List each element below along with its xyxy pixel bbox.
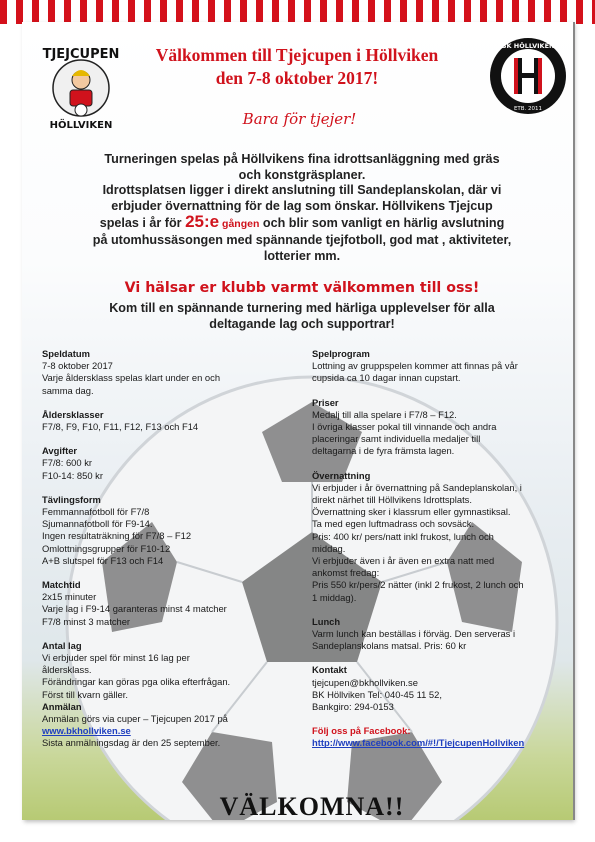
logo-left-bottom-text: HÖLLVIKEN — [49, 120, 113, 131]
section-line: 7-8 oktober 2017 — [42, 360, 113, 372]
section-aldersklasser — [42, 409, 287, 433]
title-line-2: den 7-8 oktober 2017! — [215, 68, 379, 88]
intro-line: på utomhussäsongen med spännande tjejfotboll, god mat , aktiviteter, — [92, 232, 512, 247]
section-line: ankomst fredag: — [312, 567, 380, 579]
section-line: 2x15 minuter — [42, 591, 97, 603]
welcome-headline: Vi hälsar er klubb varmt välkommen till oss! — [124, 280, 480, 296]
intro-text: spelas i år för — [99, 216, 186, 231]
intro-line: lotterier mm. — [263, 248, 341, 263]
section-tavlingsform — [42, 494, 287, 567]
section-line: Omlottningsgrupper för F10-12 — [42, 542, 171, 554]
section-speldatum — [42, 348, 287, 397]
section-heading: Kontakt — [312, 664, 347, 676]
anniversary-word: gången — [219, 218, 260, 231]
section-line: åldersklass. — [42, 664, 92, 676]
anniversary-number: 25:e — [185, 212, 220, 232]
section-antal-lag — [42, 640, 287, 701]
section-line: Femmannafotboll för F7/8 — [42, 506, 150, 518]
subtitle: Bara för tjejer! — [242, 110, 357, 128]
bk-hollviken-crest — [488, 36, 568, 116]
intro-line-anniversary — [72, 214, 532, 233]
section-line: F10-14: 850 kr — [42, 469, 103, 481]
page-title — [122, 44, 472, 90]
section-priser — [312, 397, 557, 458]
section-spelprogram — [312, 348, 557, 385]
section-heading: Spelprogram — [312, 348, 370, 359]
section-line: A+B slutspel för F13 och F14 — [42, 554, 164, 566]
section-heading: Lunch — [312, 615, 341, 627]
section-heading: Övernattning — [312, 469, 371, 481]
contact-email: tjejcupen@bkhollviken.se — [312, 676, 418, 688]
welcome-footer: VÄLKOMNA!! — [219, 792, 405, 820]
facebook-link[interactable]: http://www.facebook.com/#!/TjejcupenHollviken — [312, 737, 525, 749]
title-line-1: Välkommen till Tjejcupen i Höllviken — [155, 45, 439, 65]
section-matchtid — [42, 579, 287, 628]
section-line: Övernattning sker i klassrum eller gymnastiksal. — [312, 506, 511, 518]
section-line: F7/8, F9, F10, F11, F12, F13 och F14 — [42, 421, 199, 433]
intro-line: Idrottsplatsen ligger i direkt anslutning till Sandeplanskolan, där vi — [102, 183, 502, 198]
intro-paragraph — [72, 152, 532, 264]
intro-line: Turneringen spelas på Höllvikens fina idrottsanläggning med gräs — [104, 152, 500, 166]
section-line: samma dag. — [42, 384, 94, 396]
contact-phone: BK Höllviken Tel: 040-45 11 52, — [312, 688, 442, 700]
section-line: Vi erbjuder även i år även en extra natt med — [312, 555, 495, 567]
section-heading: Matchtid — [42, 579, 81, 591]
section-line — [42, 725, 287, 737]
section-line: Sjumannafotboll för F9-14. — [42, 518, 153, 530]
intro-line: erbjuder övernattning för de lag som önskar. Höllvikens Tjejcup — [111, 198, 493, 213]
section-line: Först till kvarn gäller. — [42, 688, 128, 700]
tjejcupen-logo — [26, 36, 136, 131]
intro-line: och konstgräsplaner. — [238, 167, 366, 182]
section-heading: Antal lag — [42, 639, 82, 651]
info-column-right — [312, 348, 557, 762]
section-line: Pris: 400 kr/ pers/natt inkl frukost, lunch och — [312, 530, 494, 542]
section-line: F7/8 minst 3 matcher — [42, 615, 131, 627]
section-heading: Anmälan — [42, 700, 82, 712]
section-kontakt — [312, 664, 557, 713]
section-line: Sandeplanskolans matsal. Pris: 60 kr — [312, 640, 467, 652]
section-facebook — [312, 725, 557, 749]
section-overnattning — [312, 470, 557, 604]
section-avgifter — [42, 445, 287, 482]
section-line: I övriga klasser pokal till vinnande och andra — [312, 421, 497, 433]
section-lunch — [312, 616, 557, 653]
section-line: Sista anmälningsdag är den 25 september. — [42, 737, 221, 749]
section-line: Pris 550 kr/pers/2 nätter (inkl 2 frukost, 2 lunch och — [312, 579, 524, 591]
section-heading: Tävlingsform — [42, 493, 101, 505]
welcome-line: Kom till en spännande turnering med härliga upplevelser för alla — [109, 301, 495, 315]
section-line: F7/8: 600 kr — [42, 457, 93, 469]
section-line: Förändringar kan göras pga olika efterfrågan. — [42, 676, 231, 688]
section-line: cupsida ca 10 dagar innan cupstart. — [312, 372, 461, 384]
section-heading: Avgifter — [42, 445, 78, 457]
section-line: Varje åldersklass spelas klart under en och — [42, 372, 221, 384]
section-line: deltagarna i de fyra främsta lagen. — [312, 445, 455, 457]
section-line: direkt närhet till Höllvikens Idrottsplats. — [312, 494, 472, 506]
info-column-left — [42, 348, 287, 762]
section-heading: Speldatum — [42, 348, 90, 359]
facebook-heading: Följ oss på Facebook: — [312, 725, 411, 737]
section-line: Varm lunch kan beställas i förväg. Den serveras i — [312, 628, 516, 640]
section-line: middag. — [312, 542, 346, 554]
section-line: placeringar samt individuella medaljer till — [312, 433, 481, 445]
top-stripe-border — [0, 0, 595, 24]
welcome-text — [62, 300, 542, 332]
section-line: Ta med egen luftmadrass och sovsäck. — [312, 518, 475, 530]
section-line: Anmälan görs via cuper – Tjejcupen 2017 på — [42, 713, 228, 725]
section-line: Vi erbjuder spel för minst 16 lag per — [42, 652, 190, 664]
logo-left-top-text: TJEJCUPEN — [42, 47, 120, 62]
page-edge-shadow — [573, 22, 575, 820]
section-line: Lottning av gruppspelen kommer att finnas på vår — [312, 360, 518, 372]
section-line: Medalj till alla spelare i F7/8 – F12. — [312, 408, 457, 420]
section-heading: Priser — [312, 396, 339, 408]
section-line: Ingen resultaträkning för F7/8 – F12 — [42, 530, 192, 542]
intro-text: och blir som vanligt en härlig avslutning — [259, 216, 505, 231]
website-link[interactable]: www.bkhollviken.se — [42, 725, 131, 737]
crest-top-text: BK HÖLLVIKEN — [501, 42, 555, 50]
section-line: Varje lag i F9-14 garanteras minst 4 matcher — [42, 603, 227, 615]
crest-bottom-text: ETB. 2011 — [513, 106, 543, 112]
contact-bankgiro: Bankgiro: 294-0153 — [312, 701, 394, 713]
section-anmalan — [42, 701, 287, 750]
poster — [22, 22, 573, 820]
section-line: Vi erbjuder i år övernattning på Sandeplanskolan, i — [312, 481, 522, 493]
section-line: 1 middag). — [312, 591, 357, 603]
section-heading: Åldersklasser — [42, 408, 104, 420]
welcome-line: deltagande lag och supportrar! — [209, 317, 395, 331]
